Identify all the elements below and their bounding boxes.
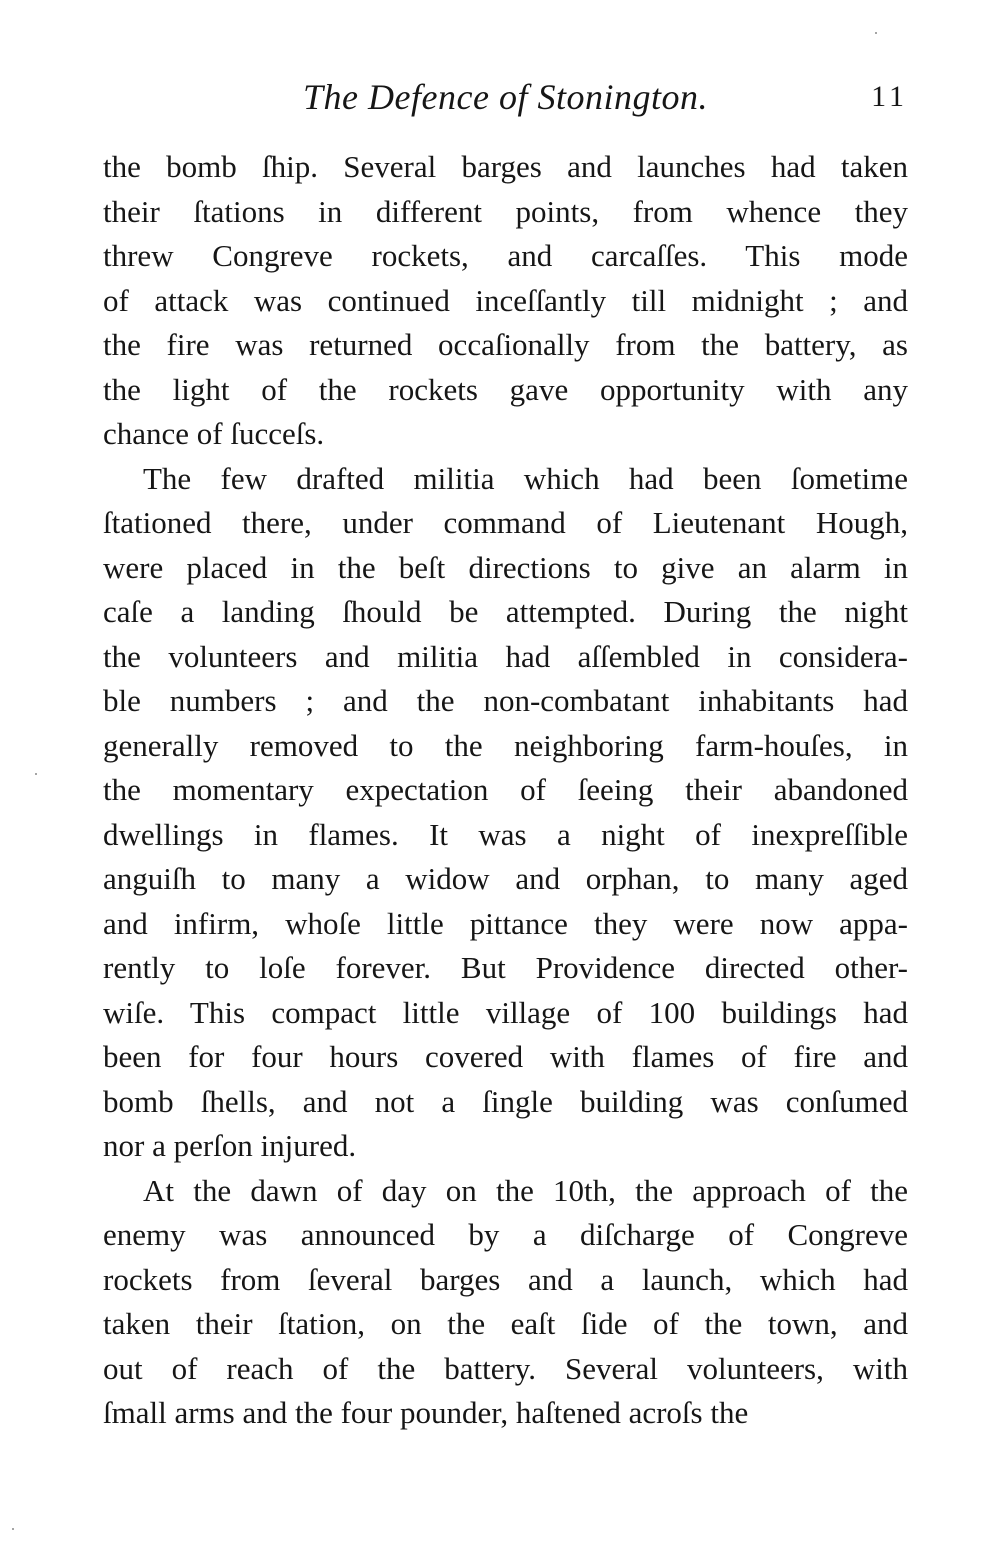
text-line: dwellings in flames. It was a night of inexpreſſible [103,816,908,852]
text-line: threw Congreve rockets, and carcaſſes. This mode [103,238,908,273]
paper-speck [12,1528,14,1530]
text-line: the bomb ſhip. Several barges and launches had taken [103,149,908,184]
text-line: generally removed to the neighboring farm-houſes, in [103,727,908,763]
text-line: been for four hours covered with flames of fire and [103,1039,908,1074]
body-text [103,145,908,1436]
text-line: ſmall arms and the four pounder, haſtened acroſs the [103,1395,749,1430]
paragraph [103,1169,908,1436]
text-line: chance of ſucceſs. [103,416,325,451]
text-line: rockets from ſeveral barges and a launch, which had [103,1261,908,1297]
running-title: The Defence of Stonington. [303,77,708,117]
text-line: the light of the rockets gave opportunity with any [103,371,908,407]
text-line: and infirm, whoſe little pittance they were now appa- [103,905,908,941]
text-line: of attack was continued inceſſantly till midnight ; and [103,282,908,318]
text-line: the fire was returned occaſionally from the battery, as [103,327,908,362]
text-line: taken their ſtation, on the eaſt ſide of the town, and [103,1306,908,1341]
text-line: The few drafted militia which had been ſometime [143,460,908,496]
text-line: At the dawn of day on the 10th, the approach of the [143,1172,908,1208]
page-number: 11 [871,80,908,113]
text-line: wiſe. This compact little village of 100 buildings had [103,994,908,1030]
text-line: rently to loſe forever. But Providence directed other- [103,950,908,985]
text-line: bomb ſhells, and not a ſingle building was conſumed [103,1083,908,1119]
text-line: caſe a landing ſhould be attempted. During the night [103,594,908,629]
text-line: out of reach of the battery. Several volunteers, with [103,1350,908,1386]
paragraph [103,457,908,1169]
text-line: ble numbers ; and the non-combatant inhabitants had [103,683,908,718]
text-line: their ſtations in different points, from whence they [103,193,908,229]
paper-speck [875,32,877,34]
running-head [103,72,908,122]
text-line: were placed in the beſt directions to give an alarm in [103,549,908,585]
paper-speck [35,773,37,775]
text-line: anguiſh to many a widow and orphan, to many aged [103,861,908,896]
text-line: the momentary expectation of ſeeing their abandoned [103,772,908,807]
text-line: ſtationed there, under command of Lieutenant Hough, [103,505,908,540]
text-line: nor a perſon injured. [103,1128,357,1163]
paragraph [103,145,908,457]
text-line: the volunteers and militia had aſſembled in considera- [103,638,908,674]
text-line: enemy was announced by a diſcharge of Congreve [103,1217,908,1252]
